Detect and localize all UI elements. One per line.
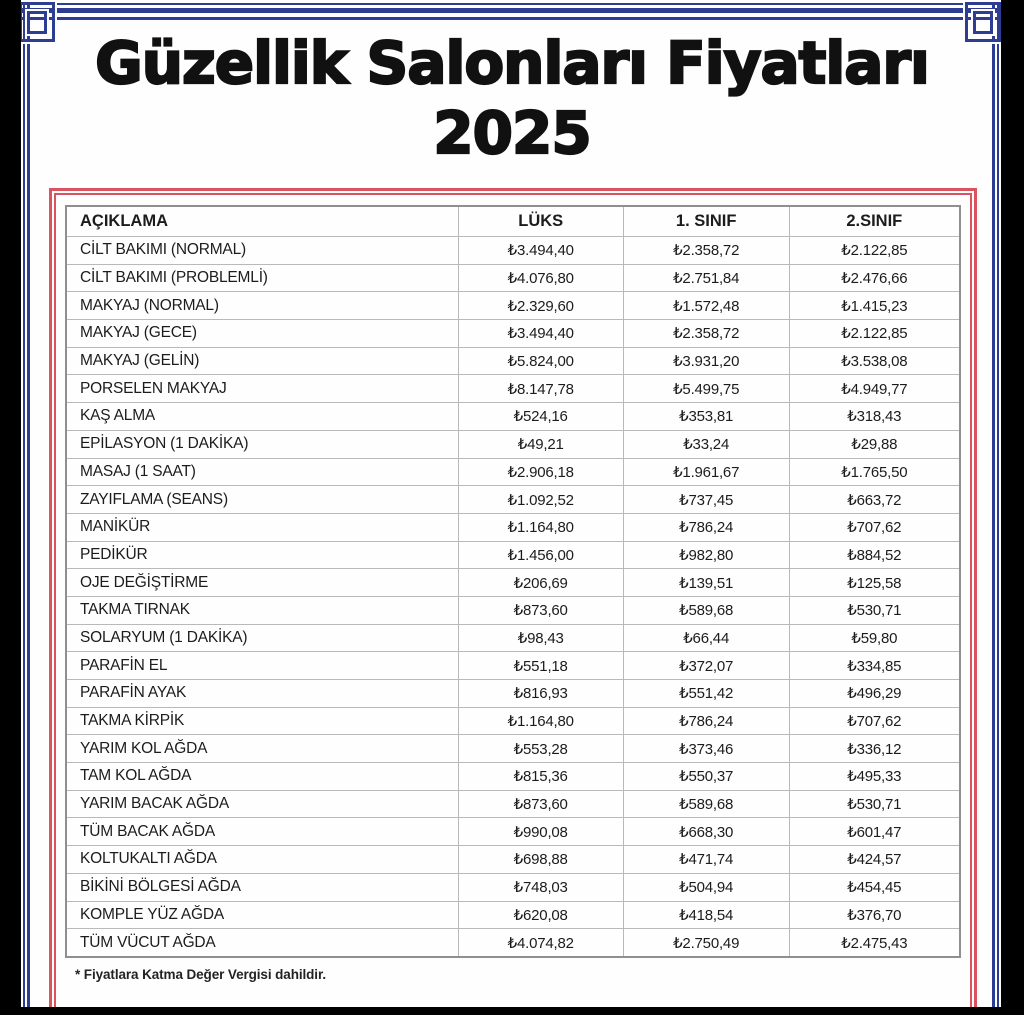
cell-description: YARIM BACAK AĞDA [80, 795, 229, 813]
cell-price-2sinif: ₺496,29 [789, 680, 959, 707]
cell-price-1sinif: ₺1.572,48 [623, 292, 789, 319]
cell-price-1sinif: ₺353,81 [623, 403, 789, 430]
footnote: * Fiyatlara Katma Değer Vergisi dahildir. [75, 966, 327, 982]
column-header-1-sinif: 1. SINIF [623, 207, 789, 236]
cell-price-luks: ₺3.494,40 [458, 237, 623, 264]
table-row [67, 513, 959, 541]
cell-price-luks: ₺553,28 [458, 735, 623, 762]
cell-description: MAKYAJ (NORMAL) [80, 296, 219, 314]
cell-price-1sinif: ₺2.750,49 [623, 929, 789, 956]
table-row [67, 541, 959, 569]
cell-description: KOMPLE YÜZ AĞDA [80, 905, 225, 923]
table-row [67, 458, 959, 486]
cell-description: PEDİKÜR [80, 545, 148, 563]
cell-price-luks: ₺873,60 [458, 597, 623, 624]
table-row [67, 707, 959, 735]
cell-price-2sinif: ₺454,45 [789, 874, 959, 901]
cell-price-luks: ₺3.494,40 [458, 320, 623, 347]
cell-price-2sinif: ₺125,58 [789, 569, 959, 596]
cell-description: MAKYAJ (GELİN) [80, 352, 200, 370]
cell-price-luks: ₺206,69 [458, 569, 623, 596]
cell-price-2sinif: ₺318,43 [789, 403, 959, 430]
table-row [67, 596, 959, 624]
cell-price-2sinif: ₺2.122,85 [789, 237, 959, 264]
cell-price-2sinif: ₺495,33 [789, 763, 959, 790]
cell-description: PARAFİN EL [80, 656, 168, 674]
cell-price-1sinif: ₺5.499,75 [623, 375, 789, 402]
cell-price-1sinif: ₺589,68 [623, 791, 789, 818]
cell-price-1sinif: ₺33,24 [623, 431, 789, 458]
column-header-luks: LÜKS [458, 207, 623, 236]
cell-description: SOLARYUM (1 DAKİKA) [80, 628, 248, 646]
cell-description: MANİKÜR [80, 518, 151, 536]
table-row [67, 734, 959, 762]
table-row [67, 790, 959, 818]
table-row [67, 291, 959, 319]
blue-frame-top-line-medium [18, 17, 1004, 20]
cell-price-2sinif: ₺2.122,85 [789, 320, 959, 347]
table-row [67, 928, 959, 956]
table-row [67, 901, 959, 929]
table-row [67, 762, 959, 790]
table-row [67, 374, 959, 402]
cell-description: YARIM KOL AĞDA [80, 739, 208, 757]
cell-price-luks: ₺98,43 [458, 625, 623, 652]
table-row [67, 651, 959, 679]
cell-description: TÜM BACAK AĞDA [80, 822, 216, 840]
cell-price-luks: ₺990,08 [458, 818, 623, 845]
cell-price-1sinif: ₺668,30 [623, 818, 789, 845]
table-row [67, 319, 959, 347]
cell-price-2sinif: ₺59,80 [789, 625, 959, 652]
cell-price-1sinif: ₺1.961,67 [623, 459, 789, 486]
page-title-text: Güzellik Salonları Fiyatları [95, 29, 929, 97]
blue-frame-right-line-outer [997, 0, 999, 1015]
cell-price-2sinif: ₺3.538,08 [789, 348, 959, 375]
cell-price-1sinif: ₺786,24 [623, 514, 789, 541]
cell-description: EPİLASYON (1 DAKİKA) [80, 435, 249, 453]
cell-price-1sinif: ₺2.358,72 [623, 320, 789, 347]
table-row [67, 485, 959, 513]
table-row [67, 264, 959, 292]
price-table-frame [49, 188, 977, 1015]
table-row [67, 347, 959, 375]
cell-price-luks: ₺49,21 [458, 431, 623, 458]
cell-price-2sinif: ₺334,85 [789, 652, 959, 679]
page-title [40, 28, 984, 168]
cell-description: TÜM VÜCUT AĞDA [80, 933, 216, 951]
price-table-frame-inner [54, 193, 972, 1010]
cell-description: CİLT BAKIMI (PROBLEMLİ) [80, 269, 268, 287]
column-header-2-sinif: 2.SINIF [789, 207, 959, 236]
cell-price-luks: ₺1.164,80 [458, 514, 623, 541]
table-row [67, 430, 959, 458]
cell-price-luks: ₺524,16 [458, 403, 623, 430]
cell-price-luks: ₺551,18 [458, 652, 623, 679]
cell-price-2sinif: ₺530,71 [789, 597, 959, 624]
cell-price-1sinif: ₺589,68 [623, 597, 789, 624]
cell-description: MAKYAJ (GECE) [80, 324, 197, 342]
cell-price-luks: ₺2.906,18 [458, 459, 623, 486]
cell-description: KOLTUKALTI AĞDA [80, 850, 217, 868]
cell-price-luks: ₺748,03 [458, 874, 623, 901]
cell-description: PARAFİN AYAK [80, 684, 187, 702]
cell-price-2sinif: ₺336,12 [789, 735, 959, 762]
cell-price-1sinif: ₺982,80 [623, 542, 789, 569]
cell-description: TAM KOL AĞDA [80, 767, 192, 785]
cell-description: MASAJ (1 SAAT) [80, 462, 196, 480]
cell-price-1sinif: ₺2.751,84 [623, 265, 789, 292]
cell-price-2sinif: ₺707,62 [789, 514, 959, 541]
cell-price-luks: ₺2.329,60 [458, 292, 623, 319]
cell-price-1sinif: ₺551,42 [623, 680, 789, 707]
cell-price-1sinif: ₺373,46 [623, 735, 789, 762]
cell-price-luks: ₺620,08 [458, 902, 623, 929]
blue-frame-left-line-outer [23, 0, 25, 1015]
cell-price-1sinif: ₺737,45 [623, 486, 789, 513]
cell-price-2sinif: ₺29,88 [789, 431, 959, 458]
price-table [65, 205, 961, 958]
cell-price-2sinif: ₺884,52 [789, 542, 959, 569]
cell-price-luks: ₺1.456,00 [458, 542, 623, 569]
cell-price-luks: ₺8.147,78 [458, 375, 623, 402]
cell-price-luks: ₺1.092,52 [458, 486, 623, 513]
cell-description: KAŞ ALMA [80, 407, 156, 425]
cell-price-luks: ₺1.164,80 [458, 708, 623, 735]
cell-price-1sinif: ₺504,94 [623, 874, 789, 901]
cell-price-luks: ₺815,36 [458, 763, 623, 790]
cell-price-2sinif: ₺1.765,50 [789, 459, 959, 486]
cell-price-1sinif: ₺471,74 [623, 846, 789, 873]
page-title-year: 2025 [433, 99, 591, 167]
cell-description: PORSELEN MAKYAJ [80, 379, 227, 397]
cell-price-luks: ₺4.076,80 [458, 265, 623, 292]
cell-price-1sinif: ₺3.931,20 [623, 348, 789, 375]
cell-price-1sinif: ₺66,44 [623, 625, 789, 652]
cell-description: ZAYIFLAMA (SEANS) [80, 490, 228, 508]
cell-price-2sinif: ₺2.475,43 [789, 929, 959, 956]
cell-price-1sinif: ₺139,51 [623, 569, 789, 596]
cell-price-2sinif: ₺2.476,66 [789, 265, 959, 292]
table-row [67, 817, 959, 845]
cell-description: TAKMA KİRPİK [80, 712, 185, 730]
cell-price-2sinif: ₺376,70 [789, 902, 959, 929]
table-header-row [67, 207, 959, 236]
cell-price-luks: ₺873,60 [458, 791, 623, 818]
table-row [67, 402, 959, 430]
table-row [67, 624, 959, 652]
cell-price-2sinif: ₺424,57 [789, 846, 959, 873]
cell-price-2sinif: ₺601,47 [789, 818, 959, 845]
column-header-aciklama: AÇIKLAMA [80, 212, 168, 230]
cell-price-2sinif: ₺707,62 [789, 708, 959, 735]
cell-price-luks: ₺698,88 [458, 846, 623, 873]
table-body [67, 236, 959, 956]
cell-description: CİLT BAKIMI (NORMAL) [80, 241, 246, 259]
cell-price-2sinif: ₺1.415,23 [789, 292, 959, 319]
cell-description: OJE DEĞİŞTİRME [80, 573, 209, 591]
black-edge-right [1001, 0, 1024, 1015]
cell-description: TAKMA TIRNAK [80, 601, 190, 619]
blue-frame-top-line-thick [18, 8, 1004, 13]
cell-price-1sinif: ₺2.358,72 [623, 237, 789, 264]
cell-price-luks: ₺816,93 [458, 680, 623, 707]
cell-price-2sinif: ₺530,71 [789, 791, 959, 818]
cell-price-1sinif: ₺550,37 [623, 763, 789, 790]
table-row [67, 845, 959, 873]
cell-price-2sinif: ₺663,72 [789, 486, 959, 513]
blue-frame-left-line-inner [27, 0, 30, 1015]
table-row [67, 236, 959, 264]
black-edge-left [0, 0, 21, 1015]
table-row [67, 679, 959, 707]
blue-frame-top-line-thin [18, 3, 1004, 5]
table-row [67, 568, 959, 596]
cell-price-luks: ₺5.824,00 [458, 348, 623, 375]
cell-price-1sinif: ₺372,07 [623, 652, 789, 679]
cell-price-1sinif: ₺418,54 [623, 902, 789, 929]
black-edge-bottom [0, 1007, 1024, 1015]
cell-description: BİKİNİ BÖLGESİ AĞDA [80, 878, 241, 896]
cell-price-luks: ₺4.074,82 [458, 929, 623, 956]
cell-price-1sinif: ₺786,24 [623, 708, 789, 735]
table-row [67, 873, 959, 901]
blue-frame-right-line-inner [992, 0, 995, 1015]
cell-price-2sinif: ₺4.949,77 [789, 375, 959, 402]
